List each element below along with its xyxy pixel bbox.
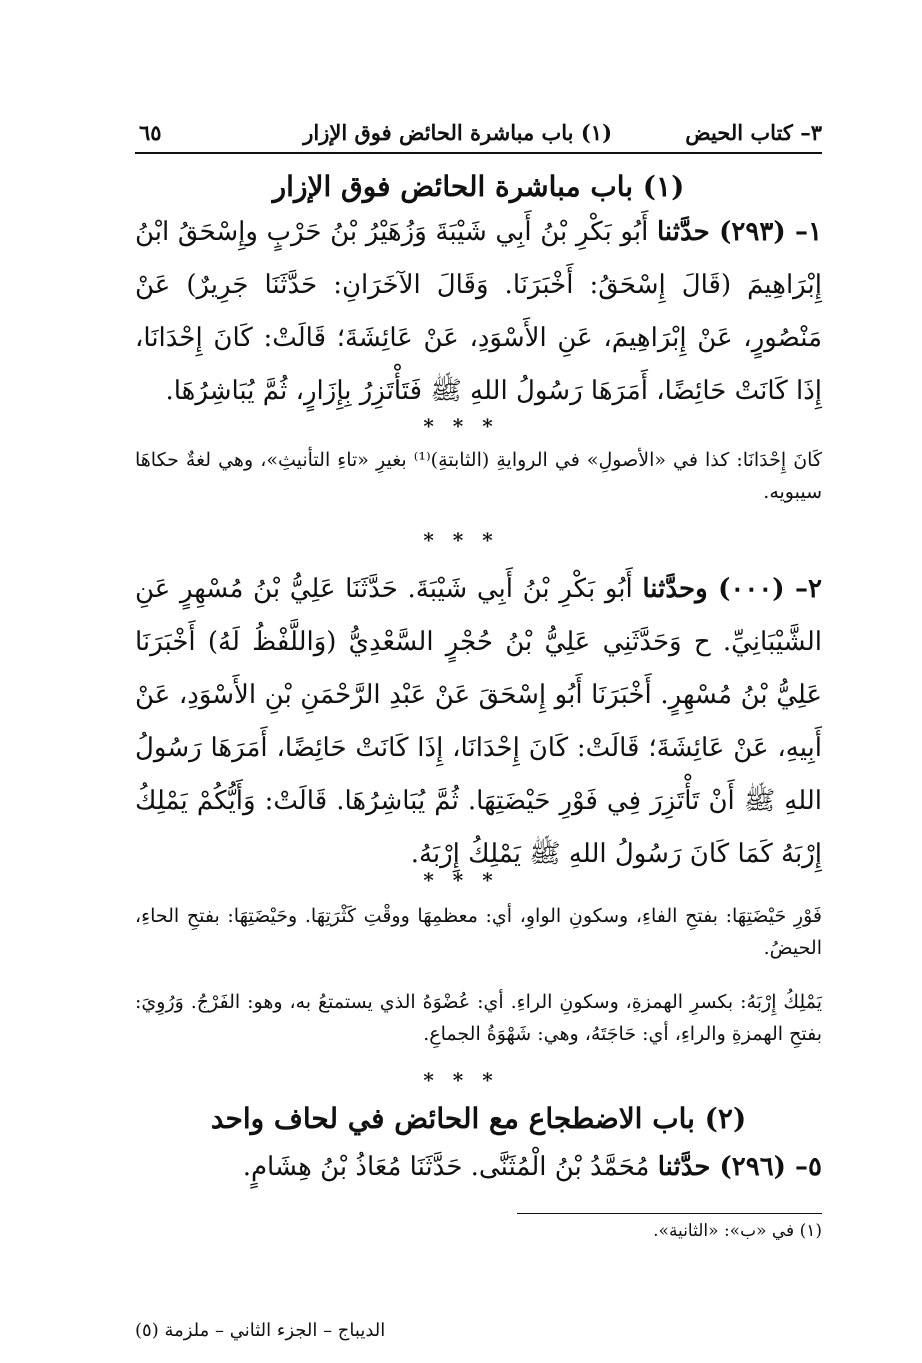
section-title-1: (١) باب مباشرة الحائض فوق الإزار <box>272 170 685 203</box>
page-number: ٦٥ <box>139 120 162 145</box>
hadith-1-text: أَبُو بَكْرِ بْنُ أَبِي شَيْبَةَ وَزُهَيْرُ بْنُ حَرْبٍ وإِسْحَقُ ابْنُ إِبْرَاهِيمَ (قَالَ إِسْحَقُ: أَخْبَرَنَا. وَقَالَ الآخَرَانِ: حَدَّثَنَا جَرِيرٌ) عَنْ مَنْصُورٍ، عَنْ إِبْرَاهِيمَ، عَنِ الأَسْوَدِ، عَنْ عَائِشَةَ؛ قَالَتْ: كَانَ إِحْدَانَا، إِذَا كَانَتْ حَائِضًا، أَمَرَهَا رَسُولُ اللهِ ﷺ فَتَأْتَزِرُ بِإِزَارٍ، ثُمَّ يُبَاشِرُهَا. <box>135 217 822 406</box>
hadith-2 <box>135 563 822 881</box>
footnote: (١) في «ب»: «الثانية». <box>653 1221 822 1241</box>
section-title-2: (٢) باب الاضطجاع مع الحائض في لحاف واحد <box>210 1102 747 1135</box>
hadith-5-number: ٥– (٢٩٦) حدَّثنا <box>657 1152 822 1182</box>
footnote-divider <box>517 1213 822 1214</box>
section-running-title: (١) باب مباشرة الحائض فوق الإزار <box>303 120 612 145</box>
hadith-5 <box>135 1141 822 1194</box>
separator-stars: * * * <box>423 414 499 438</box>
commentary-note-3: يَمْلِكُ إِرْبَهُ: بكسرِ الهمزةِ، وسكونِ الراءِ. أي: عُضْوَهُ الذي يستمتعُ به، وهو: الفَرْجُ. وَرُوِيَ: بفتحِ الهمزةِ والراءِ، أي: حَاجَتَهُ، وهي: شَهْوَةُ الجماعِ. <box>135 991 822 1045</box>
hadith-1-number: ١– (٢٩٣) حدَّثنا <box>656 217 823 247</box>
hadith-5-text: مُحَمَّدُ بْنُ الْمُثَنَّى. حَدَّثَنَا مُعَاذُ بْنُ هِشَامٍ. <box>242 1152 650 1182</box>
hadith-1 <box>135 206 822 418</box>
print-signature: الديباج – الجزء الثاني – ملزمة (٥) <box>135 1320 386 1341</box>
book-chapter-label: ٣– كتاب الحيض <box>685 120 822 145</box>
commentary-note-2: فَوْرِ حَيْضَتِهَا: بفتحِ الفاءِ، وسكونِ الواوِ، أي: معظمِهَا ووقْتِ كَثْرَتِهَا. وحَيْضَتِهَا: بفتحِ الحاءِ، الحيضُ. <box>135 905 822 959</box>
running-header <box>135 118 822 154</box>
hadith-2-text: أَبُو بَكْرِ بْنُ أَبِي شَيْبَةَ. حَدَّثَنَا عَلِيُّ بْنُ مُسْهِرٍ عَنِ الشَّيْبَانِيِّ. ح وَحَدَّثَنِي عَلِيُّ بْنُ حُجْرٍ السَّعْدِيُّ (وَاللَّفْظُ لَهُ) أَخْبَرَنَا عَلِيُّ بْنُ مُسْهِرٍ. أَخْبَرَنَا أَبُو إِسْحَقَ عَنْ عَبْدِ الرَّحْمَنِ بْنِ الأَسْوَدِ، عَنْ أَبِيهِ، عَنْ عَائِشَةَ؛ قَالَتْ: كَانَ إِحْدَانَا، إِذَا كَانَتْ حَائِضًا، أَمَرَهَا رَسُولُ اللهِ ﷺ أَنْ تَأْتَزِرَ فِي فَوْرِ حَيْضَتِهَا. ثُمَّ يُبَاشِرُهَا. قَالَتْ: وَأَيُّكُمْ يَمْلِكُ إِرْبَهُ كَمَا كَانَ رَسُولُ اللهِ ﷺ يَمْلِكُ إِرْبَهُ. <box>135 574 822 869</box>
separator-stars: * * * <box>423 868 499 892</box>
hadith-2-number: ٢– (٠٠٠) وحدَّثنا <box>642 574 822 604</box>
separator-stars: * * * <box>423 1068 499 1092</box>
commentary-note-1: كَانَ إِحْدَانَا: كذا في «الأصولِ» في الروايةِ (الثابتةِ)⁽¹⁾ بغيرِ «تاءِ التأنيثِ»، وهي لغةٌ حكاهَا سيبويه. <box>135 449 822 503</box>
separator-stars: * * * <box>423 528 499 552</box>
